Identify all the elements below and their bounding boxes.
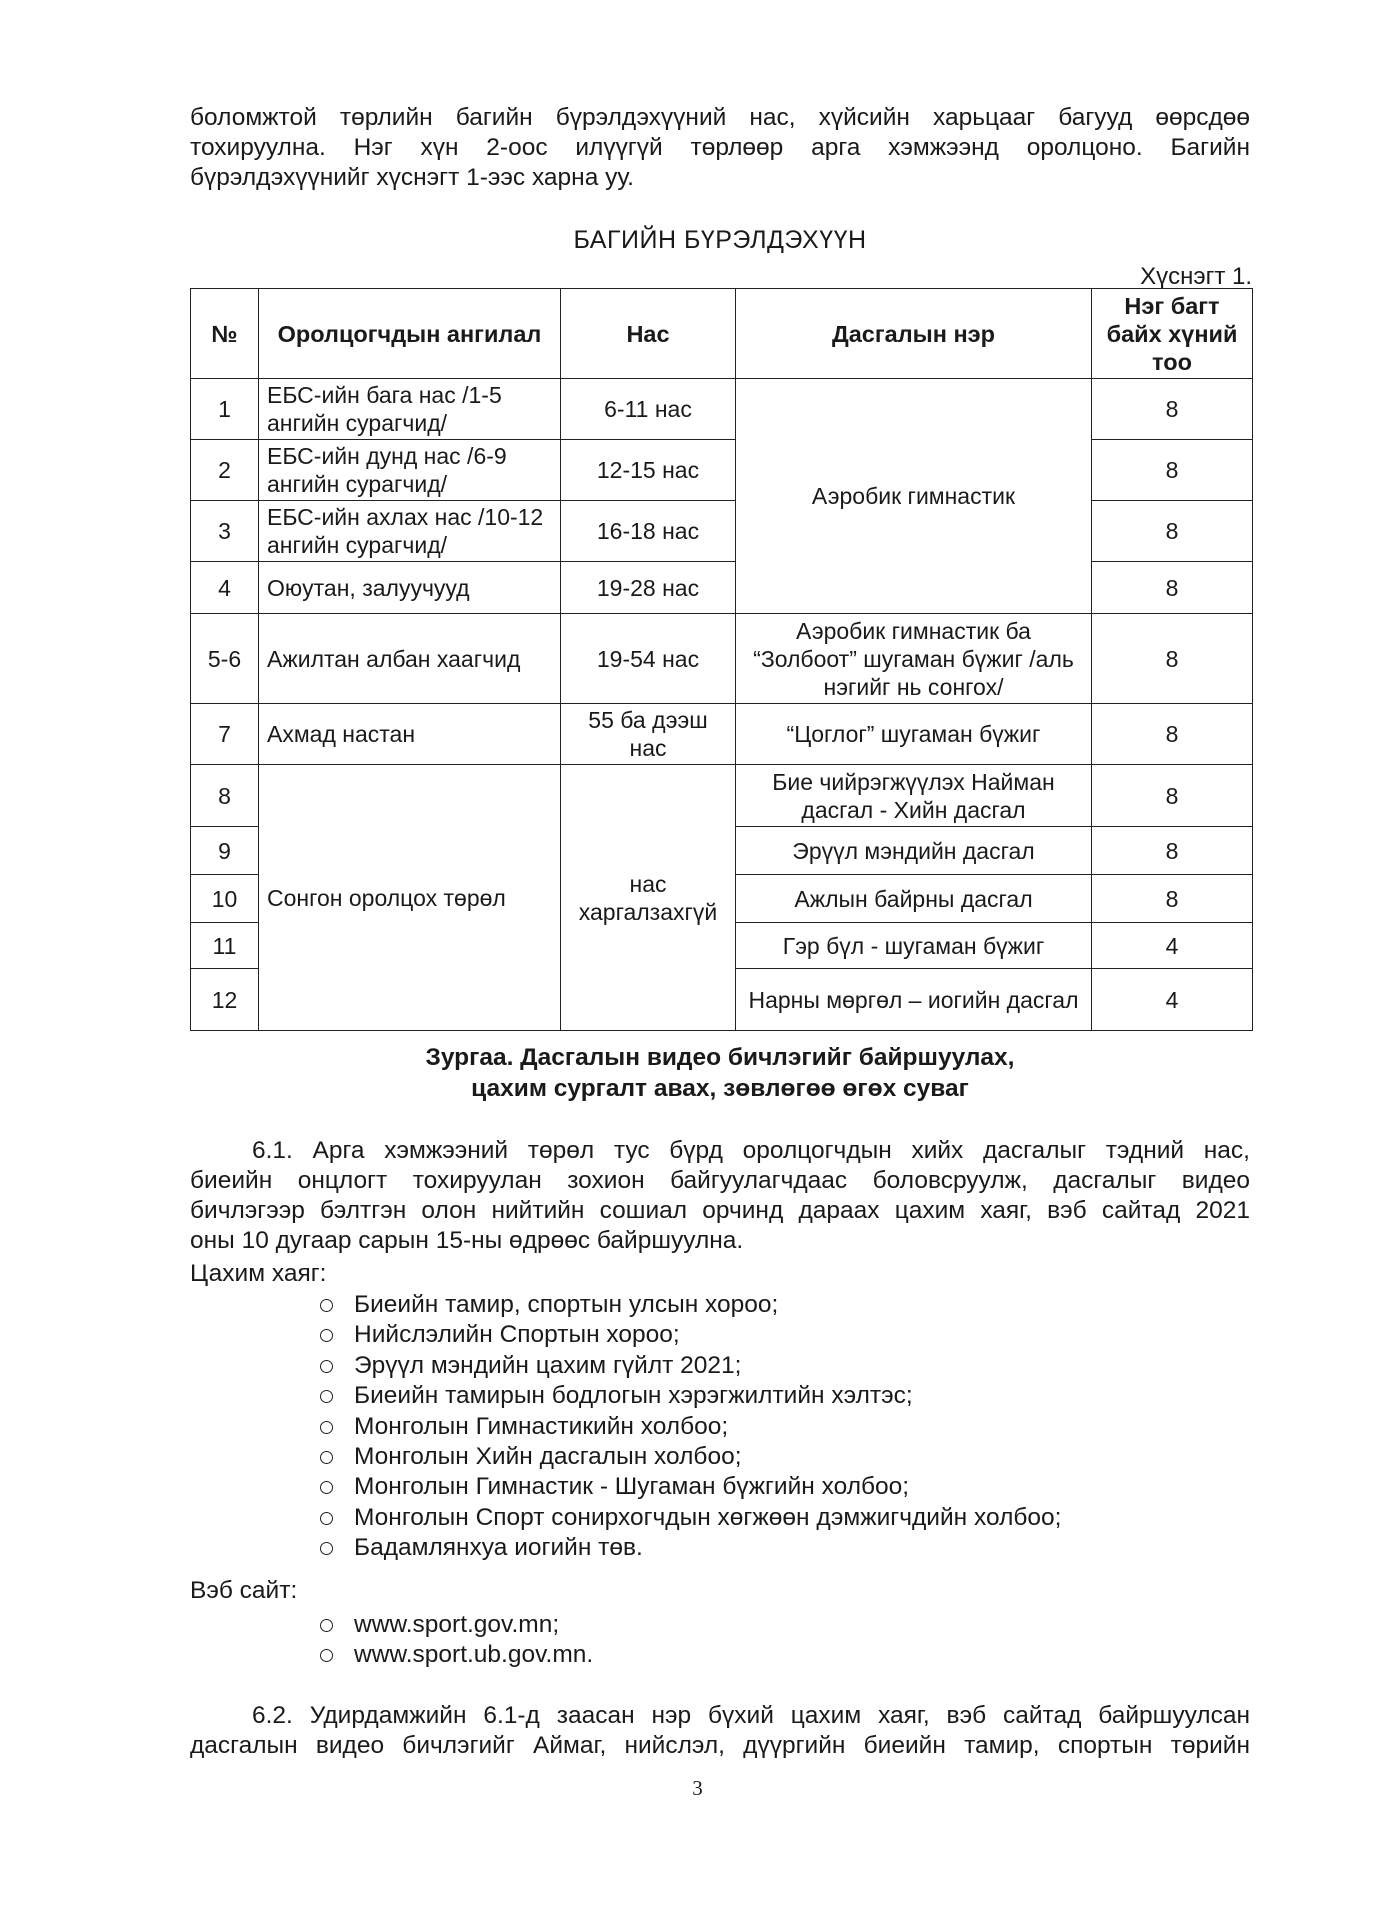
website-label: Вэб сайт:: [190, 1577, 298, 1604]
header-age: Нас: [561, 289, 736, 379]
list-item: www.sport.ub.gov.mn.: [318, 1640, 593, 1670]
row-team-size: 8: [1092, 875, 1253, 923]
list-item: Бадамлянхуа иогийн төв.: [318, 1533, 1061, 1563]
paragraph-6-1-line-1: 6.1. Арга хэмжээний төрөл тус бүрд оролцогчдын хийх дасгалыг тэдний нас,: [252, 1137, 1250, 1164]
row-no: 9: [191, 827, 259, 875]
table-header-row: [191, 289, 1253, 379]
row-age: 12-15 нас: [561, 440, 736, 501]
circle-bullet-icon: [320, 1619, 333, 1632]
row-category: Оюутан, залуучууд: [259, 562, 561, 614]
row-team-size: 4: [1092, 923, 1253, 969]
row-team-size: 8: [1092, 704, 1253, 765]
header-category: Оролцогчдын ангилал: [259, 289, 561, 379]
row-no: 12: [191, 969, 259, 1031]
table-row: [191, 614, 1253, 704]
list-item: Монголын Гимнастикийн холбоо;: [318, 1412, 1061, 1442]
row-category: ЕБС-ийн бага нас /1-5 ангийн сурагчид/: [259, 379, 561, 440]
header-exercise: Дасгалын нэр: [736, 289, 1092, 379]
row-exercise: Нарны мөргөл – иогийн дасгал: [736, 969, 1092, 1031]
row-exercise: Аэробик гимнастик ба “Золбоот” шугаман бүжиг /аль нэгийг нь сонгох/: [736, 614, 1092, 704]
list-item: Монголын Хийн дасгалын холбоо;: [318, 1442, 1061, 1472]
row-age: 19-54 нас: [561, 614, 736, 704]
list-item: Эрүүл мэндийн цахим гүйлт 2021;: [318, 1351, 1061, 1381]
row-no: 5-6: [191, 614, 259, 704]
row-no: 8: [191, 765, 259, 827]
circle-bullet-icon: [320, 1421, 333, 1434]
team-composition-table: [190, 288, 1253, 1031]
list-item: Нийслэлийн Спортын хороо;: [318, 1320, 1061, 1350]
paragraph-6-2: [190, 1701, 1250, 1761]
circle-bullet-icon: [320, 1329, 333, 1342]
table-row: [191, 765, 1253, 827]
section-heading-line-1: Зургаа. Дасгалын видео бичлэгийг байршуулах,: [425, 1044, 1015, 1071]
row-age: 6-11 нас: [561, 379, 736, 440]
row-age: 16-18 нас: [561, 501, 736, 562]
list-item: Монголын Спорт сонирхогчдын хөгжөөн дэмжигчдийн холбоо;: [318, 1503, 1061, 1533]
row-team-size: 8: [1092, 379, 1253, 440]
table-row: [191, 501, 1253, 562]
row-age: 55 ба дээш нас: [561, 704, 736, 765]
row-category: Ажилтан албан хаагчид: [259, 614, 561, 704]
circle-bullet-icon: [320, 1481, 333, 1494]
row-exercise: “Цоглог” шугаман бүжиг: [736, 704, 1092, 765]
header-no: №: [191, 289, 259, 379]
circle-bullet-icon: [320, 1451, 333, 1464]
table-row: [191, 379, 1253, 440]
paragraph-6-1-line-3: бичлэгээр бэлтгэн олон нийтийн сошиал орчинд дараах цахим хаяг, вэб сайтад 2021: [190, 1197, 1250, 1224]
intro-line-1: боломжтой төрлийн багийн бүрэлдэхүүний нас, хүйсийн харьцааг багууд өөрсдөө: [190, 104, 1250, 131]
row-team-size: 8: [1092, 562, 1253, 614]
row-no: 3: [191, 501, 259, 562]
list-item: www.sport.gov.mn;: [318, 1610, 593, 1640]
online-address-label: Цахим хаяг:: [190, 1260, 327, 1287]
online-address-list: [318, 1290, 1061, 1564]
row-exercise: Ажлын байрны дасгал: [736, 875, 1092, 923]
row-exercise: Эрүүл мэндийн дасгал: [736, 827, 1092, 875]
circle-bullet-icon: [320, 1390, 333, 1403]
circle-bullet-icon: [320, 1542, 333, 1555]
intro-line-3: бүрэлдэхүүнийг хүснэгт 1-ээс харна уу.: [190, 164, 634, 191]
section-six-heading: [190, 1042, 1250, 1104]
row-no: 7: [191, 704, 259, 765]
list-item: Биеийн тамир, спортын улсын хороо;: [318, 1290, 1061, 1320]
section-heading-line-2: цахим сургалт авах, зөвлөгөө өгөх суваг: [471, 1075, 969, 1102]
paragraph-6-2-line-1: 6.2. Удирдамжийн 6.1-д заасан нэр бүхий цахим хаяг, вэб сайтад байршуулсан: [252, 1702, 1250, 1729]
row-exercise: Гэр бүл - шугаман бүжиг: [736, 923, 1092, 969]
list-item: Монголын Гимнастик - Шугаман бүжгийн холбоо;: [318, 1472, 1061, 1502]
row-team-size: 4: [1092, 969, 1253, 1031]
row-team-size: 8: [1092, 765, 1253, 827]
paragraph-6-1: [190, 1136, 1250, 1256]
row-team-size: 8: [1092, 827, 1253, 875]
row-team-size: 8: [1092, 501, 1253, 562]
intro-paragraph: [190, 103, 1250, 193]
table-row: [191, 704, 1253, 765]
row-team-size: 8: [1092, 440, 1253, 501]
circle-bullet-icon: [320, 1299, 333, 1312]
optional-category-cell: Сонгон оролцох төрөл: [259, 765, 561, 1031]
row-no: 1: [191, 379, 259, 440]
table-row: [191, 440, 1253, 501]
row-category: ЕБС-ийн ахлах нас /10-12 ангийн сурагчид/: [259, 501, 561, 562]
table-number: Хүснэгт 1.: [1140, 263, 1252, 290]
circle-bullet-icon: [320, 1512, 333, 1525]
row-no: 10: [191, 875, 259, 923]
row-no: 4: [191, 562, 259, 614]
header-team-size: Нэг багт байх хүний тоо: [1092, 289, 1253, 379]
optional-age-cell: нас харгалзахгүй: [561, 765, 736, 1031]
row-category: Ахмад настан: [259, 704, 561, 765]
row-age: 19-28 нас: [561, 562, 736, 614]
row-no: 11: [191, 923, 259, 969]
circle-bullet-icon: [320, 1649, 333, 1662]
row-no: 2: [191, 440, 259, 501]
row-team-size: 8: [1092, 614, 1253, 704]
aerobic-gymnastics-cell: Аэробик гимнастик: [736, 379, 1092, 614]
row-exercise: Бие чийрэгжүүлэх Найман дасгал - Хийн дасгал: [736, 765, 1092, 827]
page-number: 3: [692, 1776, 703, 1800]
table-title: БАГИЙН БҮРЭЛДЭХҮҮН: [573, 226, 867, 254]
paragraph-6-1-line-4: оны 10 дугаар сарын 15-ны өдрөөс байршуулна.: [190, 1227, 744, 1254]
paragraph-6-2-line-2: дасгалын видео бичлэгийг Аймаг, нийслэл, дүүргийн биеийн тамир, спортын төрийн: [190, 1732, 1250, 1759]
website-list: [318, 1610, 593, 1671]
intro-line-2: тохируулна. Нэг хүн 2-оос илүүгүй төрлөөр арга хэмжээнд оролцоно. Багийн: [190, 134, 1250, 161]
list-item: Биеийн тамирын бодлогын хэрэгжилтийн хэлтэс;: [318, 1381, 1061, 1411]
table-row: [191, 562, 1253, 614]
paragraph-6-1-line-2: биеийн онцлогт тохируулан зохион байгуулагчдаас боловсруулж, дасгалыг видео: [190, 1167, 1250, 1194]
circle-bullet-icon: [320, 1360, 333, 1373]
row-category: ЕБС-ийн дунд нас /6-9 ангийн сурагчид/: [259, 440, 561, 501]
